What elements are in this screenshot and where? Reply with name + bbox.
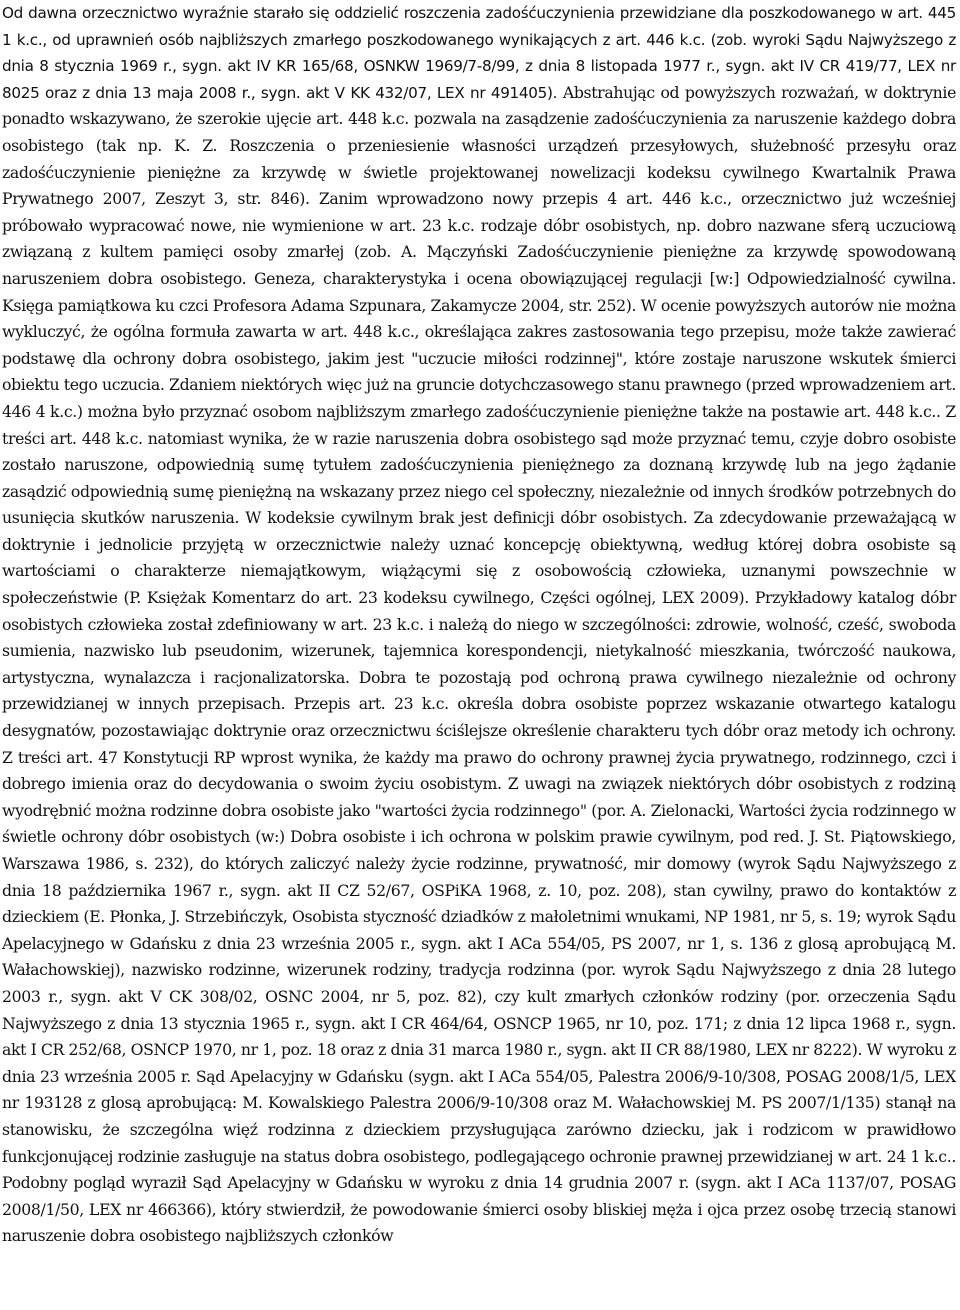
intro-text: Od dawna orzecznictwo wyraźnie starało się oddzielić roszczenia zadośćuczynienia przewidziane dla poszkodowanego w art. 445 1 k.c., od uprawnień osób najbliższych zmarłego poszkodowanego wynikających z art. 446 k.c. (zob. wyroki Sądu Najwyższego z dnia 8 stycznia 1969 r., sygn. akt IV KR 165/68, OSNKW 1969/7-8/99, z dnia 8 listopada 1977 r., sygn. akt IV CR 419/77, LEX nr 8025 oraz z dnia 13 maja 2008 r., sygn. akt V KK 432/07, LEX nr 491405).: [2, 4, 956, 102]
main-text: Abstrahując od powyższych rozważań, w doktrynie ponadto wskazywano, że szerokie ujęcie art. 448 k.c. pozwala na zasądzenie zadośćuczynienia za naruszenie każdego dobra osobistego (tak np. K. Z. Roszczenia o przeniesienie własności urządzeń przesyłowych, służebność przesyłu oraz zadośćuczynienie pieniężne za krzywdę w świetle projektowanej nowelizacji kodeksu cywilnego Kwartalnik Prawa Prywatnego 2007, Zeszyt 3, str. 846). Zanim wprowadzono nowy przepis 4 art. 446 k.c., orzecznictwo już wcześniej próbowało wypracować nowe, nie wymienione w art. 23 k.c. rodzaje dóbr osobistych, np. dobro nazwane sferą uczuciową związaną z kultem pamięci osoby zmarłej (zob. A. Mączyński Zadośćuczynienie pieniężne za krzywdę spowodowaną naruszeniem dobra osobistego. Geneza, charakterystyka i ocena obowiązującej regulacji [w:] Odpowiedzialność cywilna. Księga pamiątkowa ku czci Profesora Adama Szpunara, Zakamycze 2004, str. 252). W ocenie powyższych autorów nie można wykluczyć, że ogólna formuła zawarta w art. 448 k.c., określająca zakres zastosowania tego przepisu, może także zawierać podstawę dla ochrony dobra osobistego, jakim jest "uczucie miłości rodzinnej", które zostaje naruszone wskutek śmierci obiektu tego uczucia. Zdaniem niektórych więc już na gruncie dotychczasowego stanu prawnego (przed wprowadzeniem art. 446 4 k.c.) można było przyznać osobom najbliższym zmarłego zadośćuczynienie pieniężne także na postawie art. 448 k.c.. Z treści art. 448 k.c. natomiast wynika, że w razie naruszenia dobra osobistego sąd może przyznać temu, czyje dobro osobiste zostało naruszone, odpowiednią sumę tytułem zadośćuczynienia pieniężnego za doznaną krzywdę lub na jego żądanie zasądzić odpowiednią sumę pieniężną na wskazany przez niego cel społeczny, niezależnie od innych środków potrzebnych do usunięcia skutków naruszenia. W kodeksie cywilnym brak jest definicji dóbr osobistych. Za zdecydowanie przeważającą w doktrynie i jednolicie przyjętą w orzecznictwie należy uznać koncepcję obiektywną, według której dobra osobiste są wartościami o charakterze niemajątkowym, wiążącymi się z osobowością człowieka, uznanymi powszechnie w społeczeństwie (P. Księżak Komentarz do art. 23 kodeksu cywilnego, Części ogólnej, LEX 2009). Przykładowy katalog dóbr osobistych człowieka został zdefiniowany w art. 23 k.c. i należą do niego w szczególności: zdrowie, wolność, cześć, swoboda sumienia, nazwisko lub pseudonim, wizerunek, tajemnica korespondencji, nietykalność mieszkania, twórczość naukowa, artystyczna, wynalazcza i racjonalizatorska. Dobra te pozostają pod ochroną prawa cywilnego niezależnie od ochrony przewidzianej w innych przepisach. Przepis art. 23 k.c. określa dobra osobiste poprzez wskazanie otwartego katalogu desygnatów, pozostawiając doktrynie oraz orzecznictwu ściślejsze określenie charakteru tych dóbr oraz metody ich ochrony. Z treści art. 47 Konstytucji RP wprost wynika, że każdy ma prawo do ochrony prawnej życia prywatnego, rodzinnego, czci i dobrego imienia oraz do decydowania o swoim życiu osobistym. Z uwagi na związek niektórych dóbr osobistych z rodziną wyodrębnić można rodzinne dobra osobiste jako "wartości życia rodzinnego" (por. A. Zielonacki, Wartości życia rodzinnego w świetle ochrony dóbr osobistych (w:) Dobra osobiste i ich ochrona w polskim prawie cywilnym, pod red. J. St. Piątowskiego, Warszawa 1986, s. 232), do których zaliczyć należy życie rodzinne, prywatność, mir domowy (wyrok Sądu Najwyższego z dnia 18 października 1967 r., sygn. akt II CZ 52/67, OSPiKA 1968, z. 10, poz. 208), stan cywilny, prawo do kontaktów z dzieckiem (E. Płonka, J. Strzebińczyk, Osobista styczność dziadków z małoletnimi wnukami, NP 1981, nr 5, s. 19; wyrok Sądu Apelacyjnego w Gdańsku z dnia 23 września 2005 r., sygn. akt I ACa 554/05, PS 2007, nr 1, s. 136 z glosą aprobującą M. Wałachowskiej), nazwisko rodzinne, wizerunek rodziny, tradycja rodzinna (por. wyrok Sądu Najwyższego z dnia 28 lutego 2003 r., sygn. akt V CK 308/02, OSNC 2004, nr 5, poz. 82), czy kult zmarłych członków rodziny (por. orzeczenia Sądu Najwyższego z dnia 13 stycznia 1965 r., sygn. akt I CR 464/64, OSNCP 1965, nr 10, poz. 171; z dnia 12 lipca 1968 r., sygn. akt I CR 252/68, OSNCP 1970, nr 1, poz. 18 oraz z dnia 31 marca 1980 r., sygn. akt II CR 88/1980, LEX nr 8222). W wyroku z dnia 23 września 2005 r. Sąd Apelacyjny w Gdańsku (sygn. akt I ACa 554/05, Palestra 2006/9-10/308, POSAG 2008/1/5, LEX nr 193128 z glosą aprobującą: M. Kowalskiego Palestra 2006/9-10/308 oraz M. Wałachowskiej M. PS 2007/1/135) stanął na stanowisku, że szczególna więź rodzinna z dzieckiem przysługująca zarówno dziecku, jak i rodzicom w prawidłowo funkcjonującej rodzinie zasługuje na status dobra osobistego, podlegającego ochronie prawnej przewidzianej w art. 24 1 k.c.. Podobny pogląd wyraził Sąd Apelacyjny w Gdańsku w wyroku z dnia 14 grudnia 2007 r. (sygn. akt I ACa 1137/07, POSAG 2008/1/50, LEX nr 466366), który stwierdził, że powodowanie śmierci osoby bliskiej męża i ojca przez osobę trzecią stanowi naruszenie dobra osobistego najbliższych członków: [2, 82, 957, 1246]
body-paragraph: [2, 0, 956, 1250]
